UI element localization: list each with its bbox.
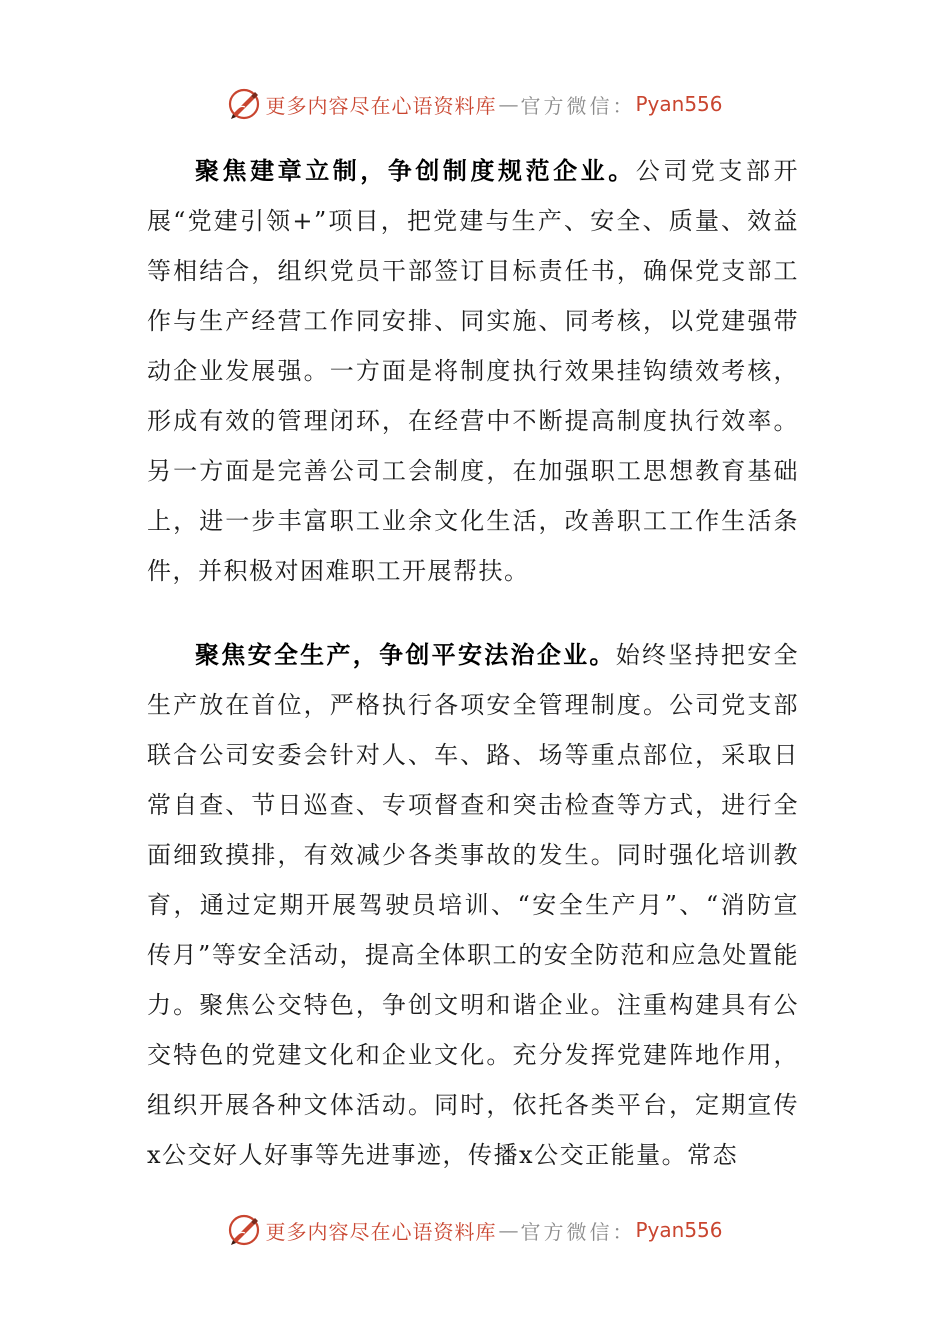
watermark-header: [0, 84, 950, 124]
paragraph-body: 公司党支部开展“党建引领+”项目，把党建与生产、安全、质量、效益等相结合，组织党员干部签订目标责任书，确保党支部工作与生产经营工作同安排、同实施、同考核，以党建强带动企业发展强。一方面是将制度执行效果挂钩绩效考核，形成有效的管理闭环，在经营中不断提高制度执行效率。另一方面是完善公司工会制度，在加强职工思想教育基础上，进一步丰富职工业余文化生活，改善职工工作生活条件，并积极对困难职工开展帮扶。: [147, 157, 800, 585]
watermark-separator: —: [498, 92, 519, 116]
pen-logo-icon: [227, 1213, 261, 1247]
watermark-label: 官方微信：: [520, 1219, 636, 1244]
paragraph-lead: 聚焦建章立制，争创制度规范企业。: [195, 156, 636, 185]
watermark-separator: —: [498, 1218, 519, 1242]
paragraph-lead: 聚焦安全生产，争创平安法治企业。: [195, 640, 616, 669]
watermark-footer: [0, 1210, 950, 1250]
paragraph-body: 始终坚持把安全生产放在首位，严格执行各项安全管理制度。公司党支部联合公司安委会针对人、车、路、场等重点部位，采取日常自查、节日巡查、专项督查和突击检查等方式，进行全面细致摸排，有效减少各类事故的发生。同时强化培训教育，通过定期开展驾驶员培训、“安全生产月”、“消防宣传月”等安全活动，提高全体职工的安全防范和应急处置能力。聚焦公交特色，争创文明和谐企业。注重构建具有公交特色的党建文化和企业文化。充分发挥党建阵地作用，组织开展各种文体活动。同时，依托各类平台，定期宣传x公交好人好事等先进事迹，传播x公交正能量。常态: [147, 641, 800, 1169]
paragraph-safety: [147, 630, 799, 1180]
watermark-brand-text: 更多内容尽在心语资料库: [265, 1219, 497, 1244]
watermark-brand-text: 更多内容尽在心语资料库: [265, 93, 497, 118]
watermark-wechat-id: Pyan556: [635, 92, 723, 116]
pen-logo-icon: [227, 87, 261, 121]
watermark-wechat-id: Pyan556: [635, 1218, 723, 1242]
paragraph-institution: [147, 146, 799, 596]
watermark-label: 官方微信：: [520, 93, 636, 118]
